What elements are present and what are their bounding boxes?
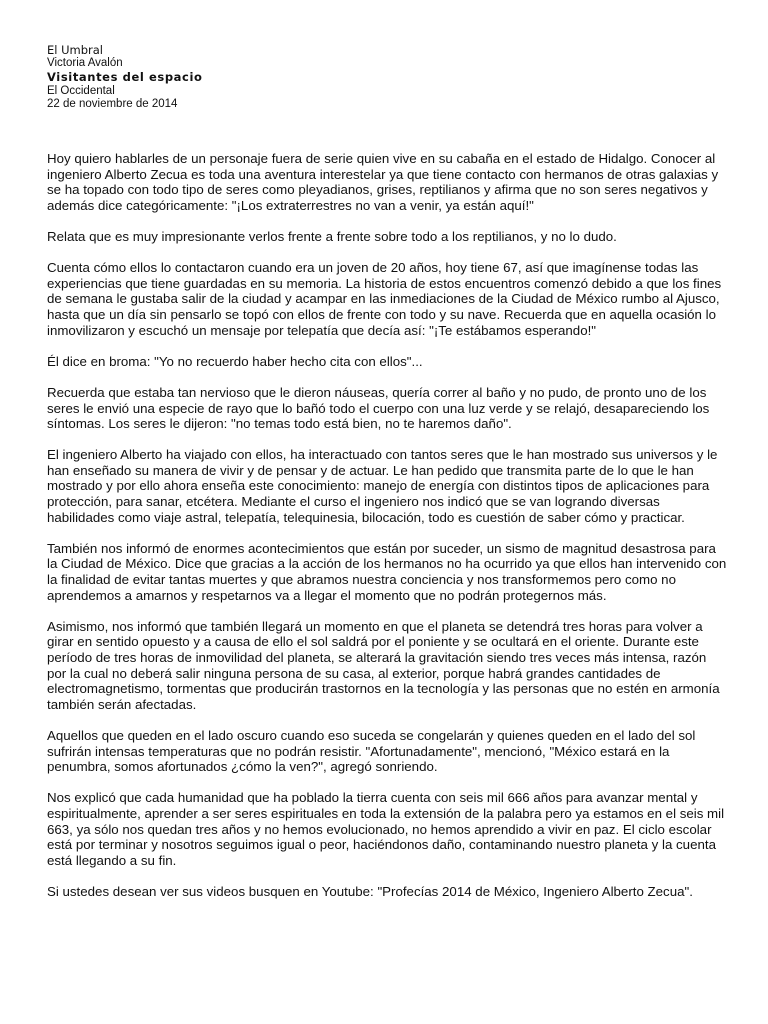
newspaper-name: El Occidental xyxy=(47,85,115,97)
article-body xyxy=(47,151,727,915)
paragraph-5: Recuerda que estaba tan nervioso que le dieron náuseas, quería correr al baño y no pudo, de pronto uno de los seres le envió una especie de rayo que lo bañó todo el cuerpo con una luz verde y se relajó, desapareciendo los síntomas. Los seres le dijeron: "no temas todo está bien, no te haremos daño". xyxy=(47,384,710,432)
article-header xyxy=(47,43,727,111)
author-name: Victoria Avalón xyxy=(47,57,123,69)
paragraph-4: Él dice en broma: "Yo no recuerdo haber hecho cita con ellos"... xyxy=(47,353,423,369)
article-title: Visitantes del espacio xyxy=(47,70,203,84)
paragraph-8: Asimismo, nos informó que también llegará un momento en que el planeta se detendrá tres horas para volver a girar en sentido opuesto y a causa de ello el sol saldrá por el poniente y se ocultará en el oriente. Durante este período de tres horas de inmovilidad del planeta, se alterará la gravitación siendo tres veces más intensa, razón por la cual no deberá salir ninguna persona de su casa, al exterior, porque habrá grandes cantidades de electromagnetismo, tormentas que producirán trastornos en la tecnología y las personas que no estén en armonía también serán afectadas. xyxy=(47,618,720,712)
paragraph-7: También nos informó de enormes acontecimientos que están por suceder, un sismo de magnitud desastrosa para la Ciudad de México. Dice que gracias a la acción de los hermanos no ha ocurrido ya que ellos han intervenido con la finalidad de evitar tantas muertes y que abramos nuestra conciencia y nos transformemos pero como no aprendemos a amarnos y respetarnos va a llegar el momento que no podrán protegernos más. xyxy=(47,540,727,603)
paragraph-2: Relata que es muy impresionante verlos frente a frente sobre todo a los reptilianos, y no lo dudo. xyxy=(47,228,617,244)
paragraph-3: Cuenta cómo ellos lo contactaron cuando era un joven de 20 años, hoy tiene 67, así que imagínense todas las experiencias que tiene guardadas en su memoria. La historia de estos encuentros comenzó debido a que los fines de semana le gustaba salir de la ciudad y acampar en las inmediaciones de la Ciudad de México rumbo al Ajusco, hasta que un día sin pensarlo se topó con ellos de frente con todo y su nave. Recuerda que en aquella ocasión lo inmovilizaron y escuchó un mensaje por telepatía que decía así: "¡Te estábamos esperando!" xyxy=(47,260,722,338)
column-name: El Umbral xyxy=(47,43,104,57)
publication-date: 22 de noviembre de 2014 xyxy=(47,98,178,110)
paragraph-11: Si ustedes desean ver sus videos busquen en Youtube: "Profecías 2014 de México, Ingeniero Alberto Zecua". xyxy=(47,883,693,899)
paragraph-9: Aquellos que queden en el lado oscuro cuando eso suceda se congelarán y quienes queden en el lado del sol sufrirán intensas temperaturas que no podrán resistir. "Afortunadamente", mencionó, "México estará en la penumbra, somos afortunados ¿cómo la ven?", agregó sonriendo. xyxy=(47,727,696,775)
paragraph-6: El ingeniero Alberto ha viajado con ellos, ha interactuado con tantos seres que le han mostrado sus universos y le han enseñado su manera de vivir y de pensar y de actuar. Le han pedido que transmita parte de lo que le han mostrado y por ello ahora enseña este conocimiento: manejo de energía con distintos tipos de aplicaciones para protección, para sanar, etcétera. Mediante el curso el ingeniero nos indicó que se van logrando diversas habilidades como viaje astral, telepatía, telequinesia, bilocación, todo es cuestión de saber cómo y practicar. xyxy=(47,447,718,525)
paragraph-1: Hoy quiero hablarles de un personaje fuera de serie quien vive en su cabaña en el estado de Hidalgo. Conocer al ingeniero Alberto Zecua es toda una aventura interestelar ya que tiene contacto con hermanos de otras galaxias y se ha topado con todo tipo de seres como pleyadianos, grises, reptilianos y afirma que no son seres negativos y además dice categóricamente: "¡Los extraterrestres no van a venir, ya están aquí!" xyxy=(47,151,719,213)
paragraph-10: Nos explicó que cada humanidad que ha poblado la tierra cuenta con seis mil 666 años para avanzar mental y espiritualmente, aprender a ser seres espirituales en toda la extensión de la palabra pero ya estamos en el seis mil 663, ya sólo nos quedan tres años y no hemos evolucionado, no hemos aprendido a vivir en paz. El ciclo escolar está por terminar y nosotros seguimos igual o peor, haciéndonos daño, contaminando nuestro planeta y la cuenta está llegando a su fin. xyxy=(47,790,725,868)
